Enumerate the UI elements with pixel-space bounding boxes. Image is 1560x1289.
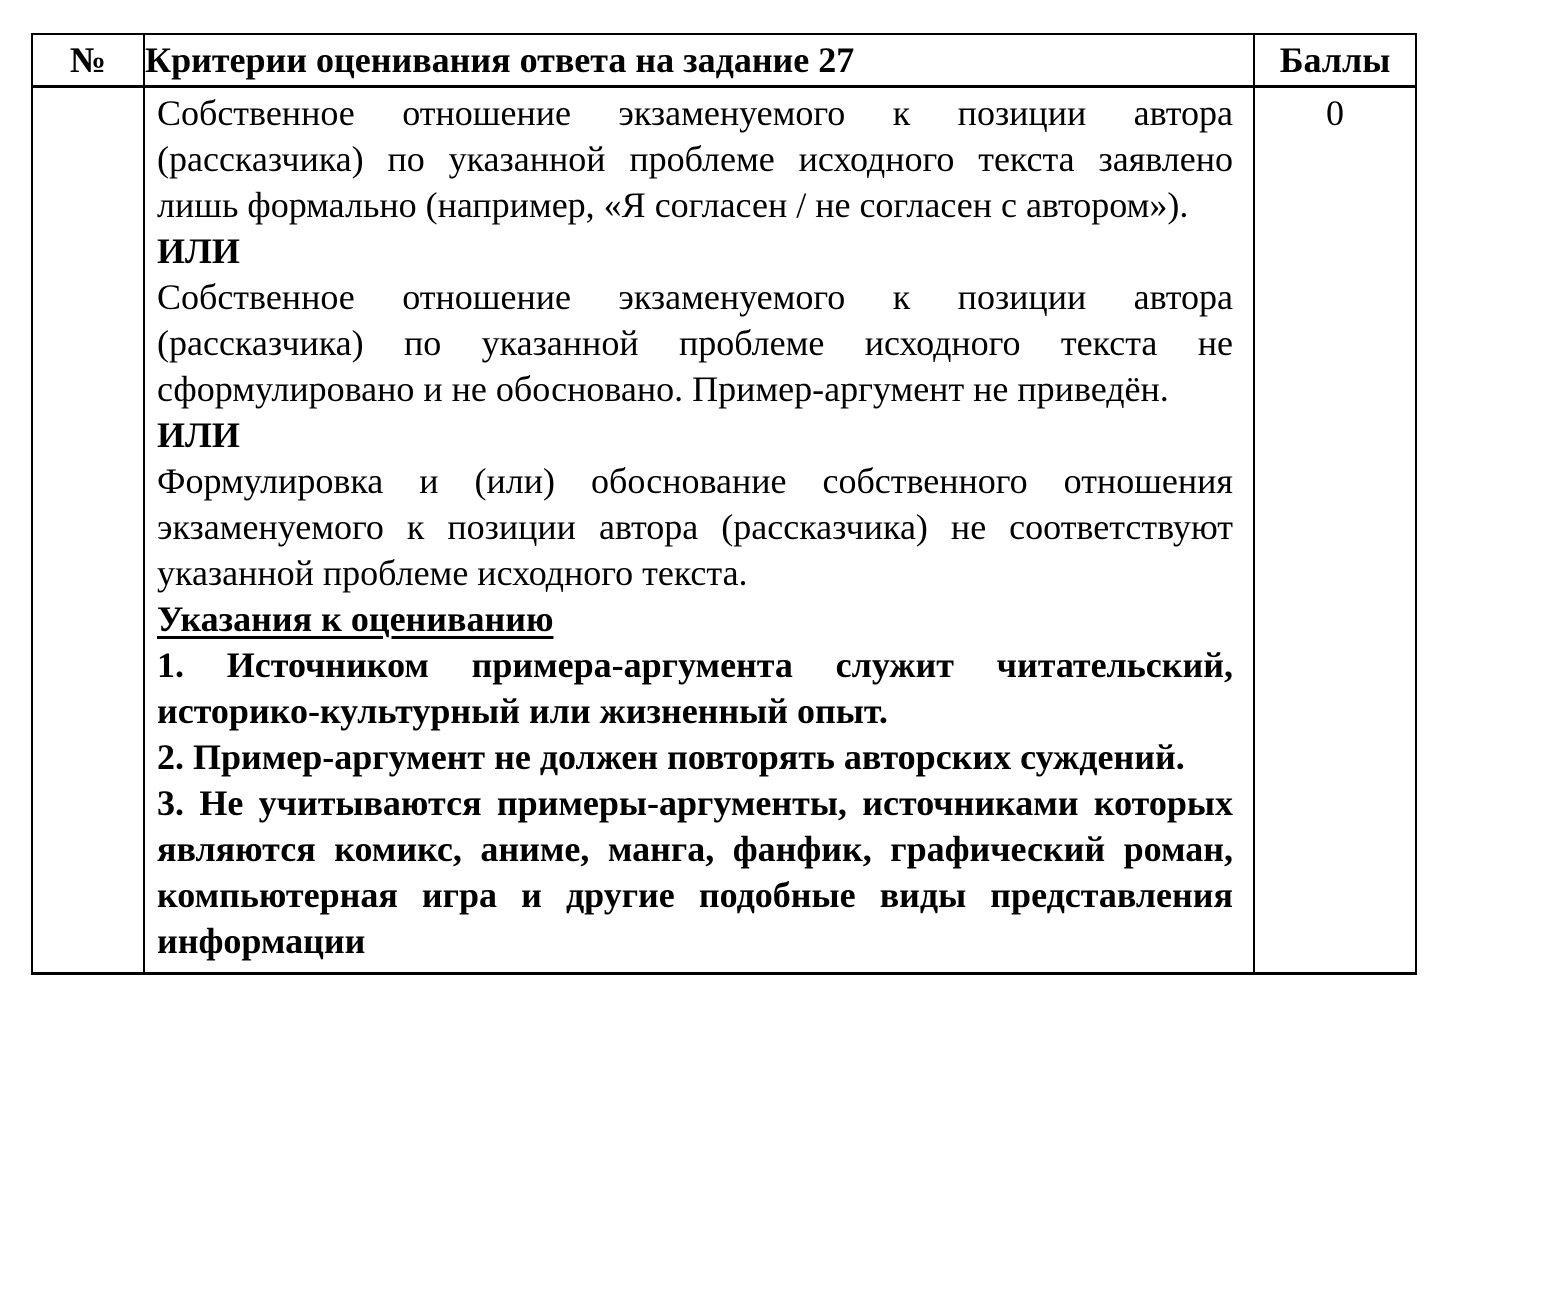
header-number: № <box>32 34 144 86</box>
instruction-item-2: 2. Пример-аргумент не должен повторять авторских суждений. <box>157 736 1185 777</box>
header-row <box>32 34 1416 86</box>
header-points: Баллы <box>1254 34 1416 86</box>
criteria-table-header <box>32 34 1416 86</box>
table-row <box>32 86 1416 973</box>
or-label: ИЛИ <box>157 414 240 455</box>
points-value-cell: 0 <box>1254 86 1416 973</box>
criterion-text-cell <box>144 86 1254 973</box>
criterion-paragraph: Собственное отношение экзаменуемого к позиции автора (рассказчика) по указанной проблеме исходного текста не сформулировано и не обосновано. Пример-аргумент не приведён. <box>157 276 1233 409</box>
criteria-table <box>31 33 1417 975</box>
instruction-item-1: 1. Источником примера-аргумента служит читательский, историко-культурный или жизненный опыт. <box>157 644 1233 731</box>
criterion-paragraph: Собственное отношение экзаменуемого к позиции автора (рассказчика) по указанной проблеме исходного текста заявлено лишь формально (например, «Я согласен / не согласен с автором»). <box>157 92 1233 225</box>
criterion-number-cell <box>32 86 144 973</box>
criteria-table-body <box>32 86 1416 973</box>
header-criteria: Критерии оценивания ответа на задание 27 <box>144 34 1254 86</box>
criterion-paragraph: Формулировка и (или) обоснование собственного отношения экзаменуемого к позиции автора (рассказчика) не соответствуют указанной проблеме исходного текста. <box>157 460 1233 593</box>
instructions-heading: Указания к оцениванию <box>157 598 554 639</box>
instruction-item-3: 3. Не учитываются примеры-аргументы, источниками которых являются комикс, аниме, манга, фанфик, графический роман, компьютерная игра и другие подобные виды представления информации <box>157 782 1233 961</box>
or-label: ИЛИ <box>157 230 240 271</box>
